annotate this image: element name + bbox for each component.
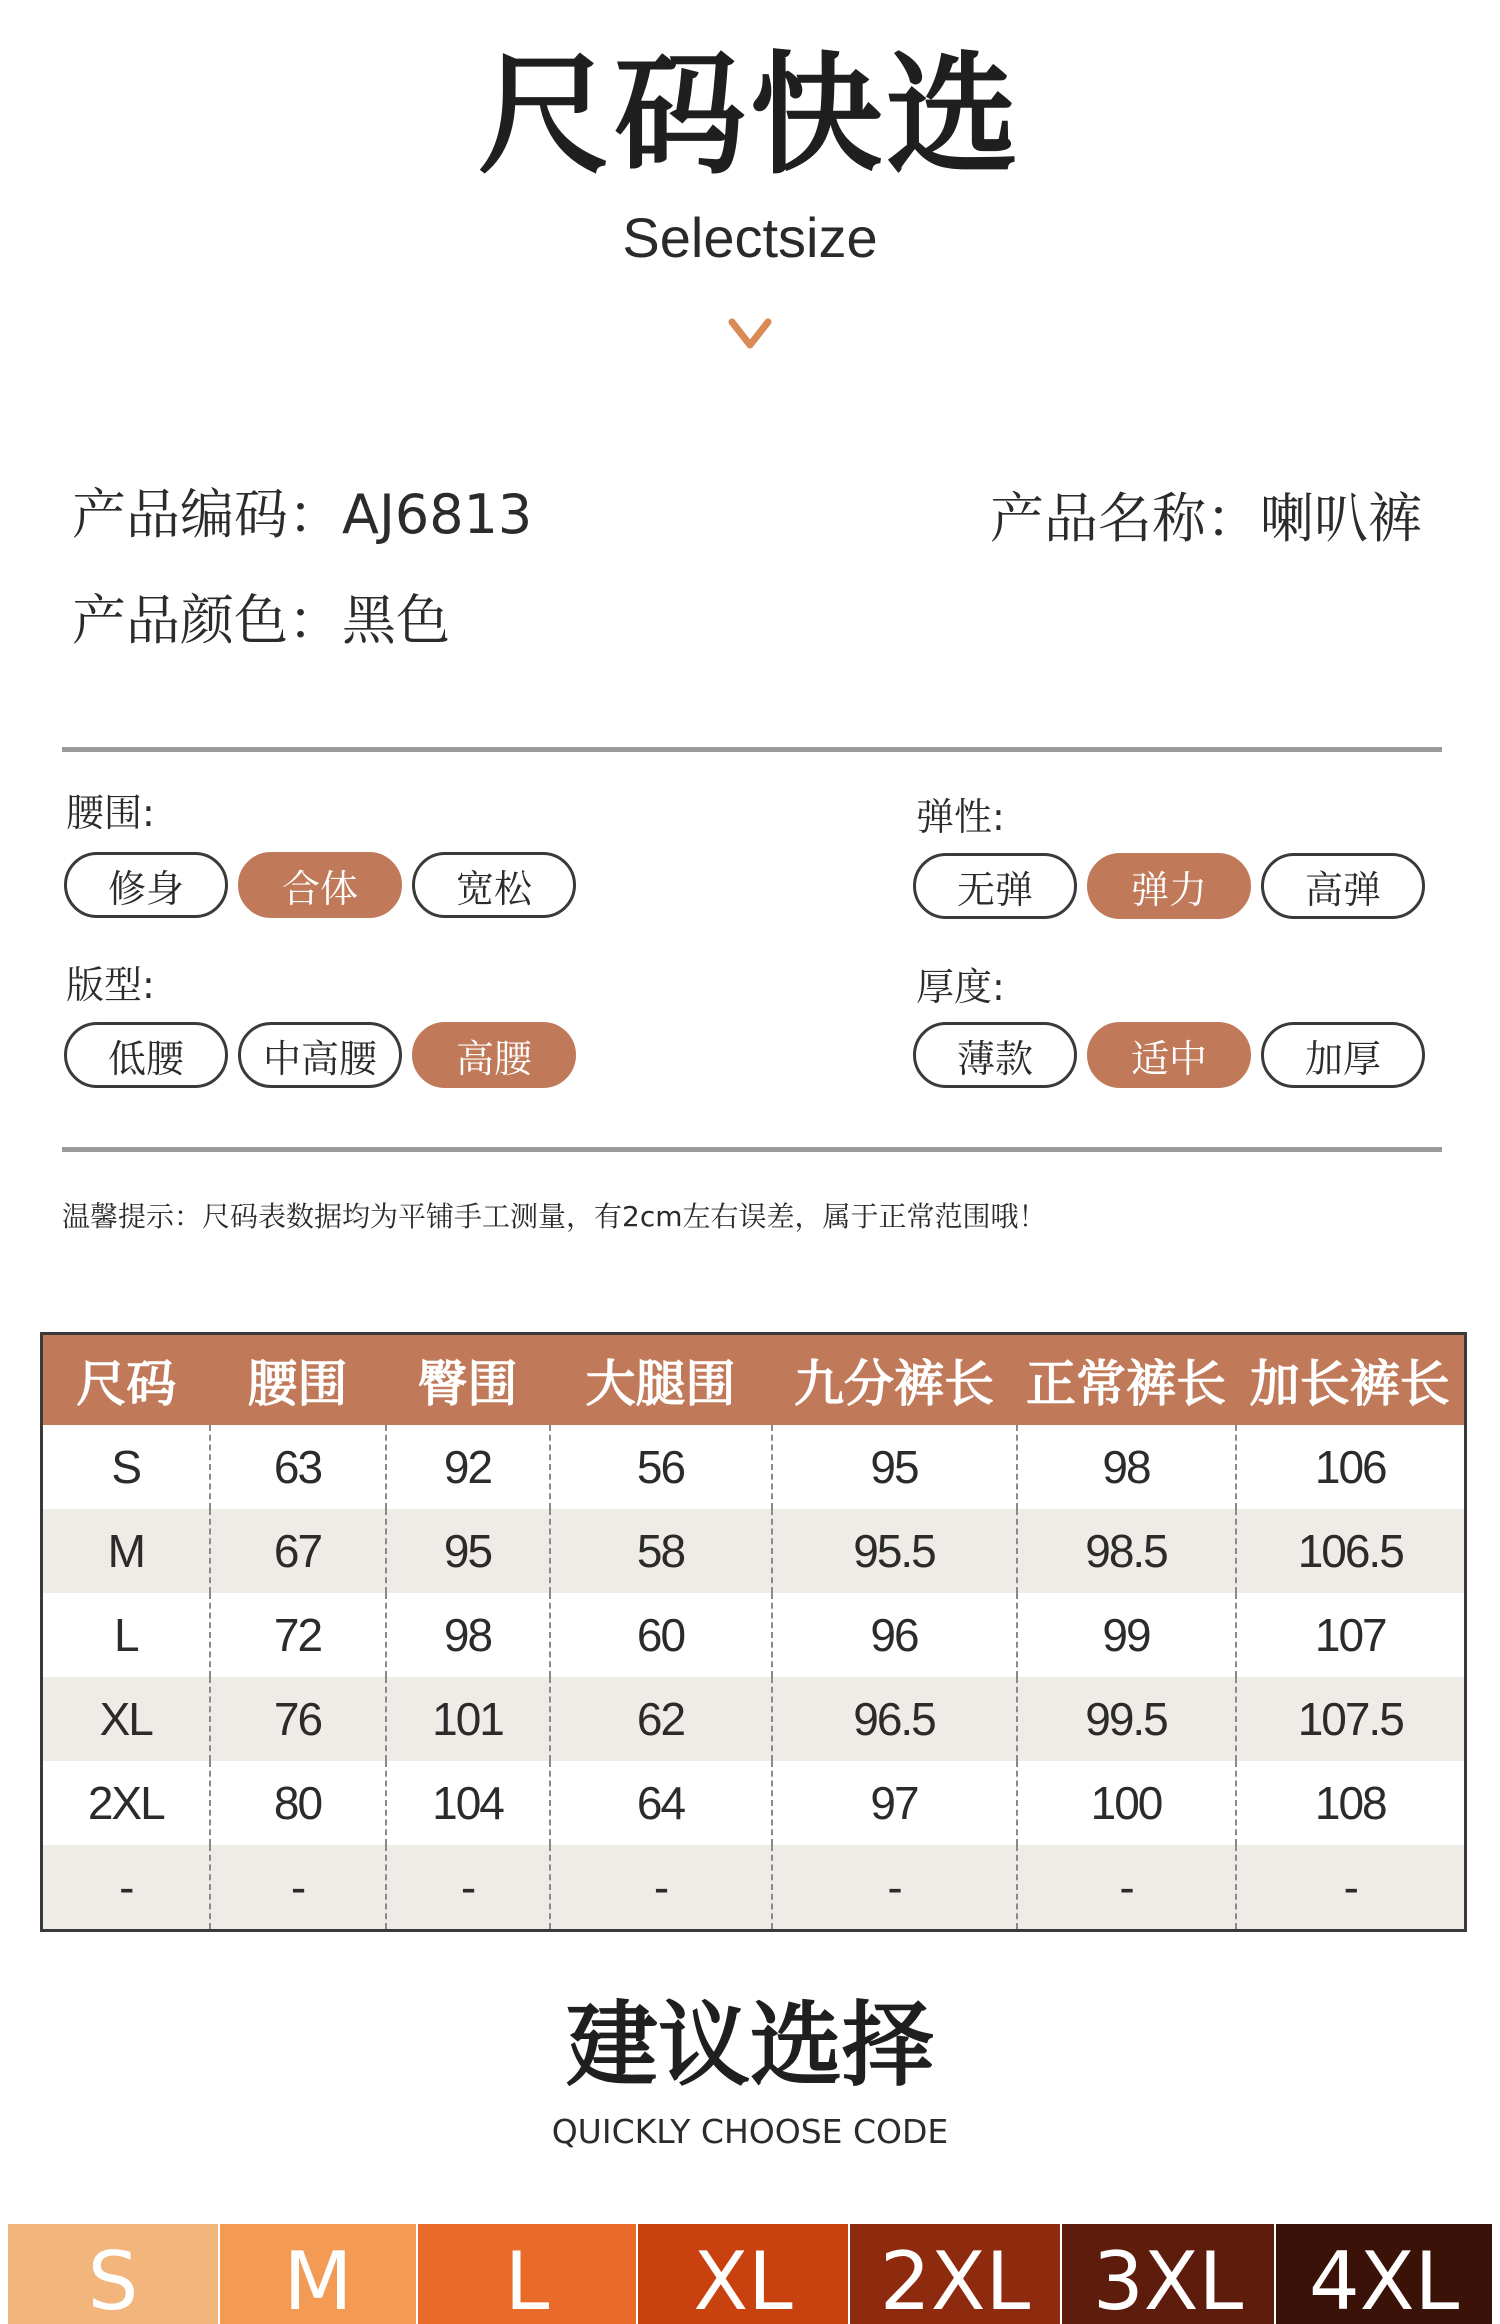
column-header: 尺码 [42, 1334, 210, 1426]
column-header: 大腿围 [550, 1334, 772, 1426]
table-cell: 56 [550, 1425, 772, 1509]
waist-option[interactable]: 合体 [238, 852, 402, 918]
table-cell: 100 [1017, 1761, 1236, 1845]
table-cell: 67 [210, 1509, 386, 1593]
size-chip[interactable]: 2XL [850, 2224, 1062, 2324]
table-cell: 98 [386, 1593, 550, 1677]
thickness-options [913, 1022, 1425, 1088]
table-cell: 62 [550, 1677, 772, 1761]
style-option[interactable]: 低腰 [64, 1022, 228, 1088]
table-cell: 96.5 [772, 1677, 1017, 1761]
size-chip[interactable]: 4XL [1276, 2224, 1492, 2324]
column-header: 加长裤长 [1236, 1334, 1466, 1426]
product-color: 产品颜色：黑色 [72, 589, 450, 652]
table-cell: L [113, 1609, 138, 1661]
size-chip[interactable]: XL [638, 2224, 850, 2324]
table-cell: - [772, 1845, 1017, 1931]
table-cell: 99 [1017, 1593, 1236, 1677]
column-header: 正常裤长 [1017, 1334, 1236, 1426]
table-row [42, 1845, 1466, 1931]
table-cell: 95.5 [772, 1509, 1017, 1593]
thickness-label: 厚度: [916, 965, 1005, 1009]
thickness-option[interactable]: 适中 [1087, 1022, 1251, 1088]
style-options [64, 1022, 576, 1088]
table-cell: 95 [386, 1509, 550, 1593]
product-code: 产品编码：AJ6813 [72, 483, 533, 546]
size-table [40, 1332, 1467, 1932]
column-header: 腰围 [210, 1334, 386, 1426]
table-row [42, 1509, 1466, 1593]
table-cell: 108 [1236, 1761, 1466, 1845]
table-cell: M [42, 1509, 210, 1593]
table-row [42, 1593, 1466, 1677]
table-cell: 106.5 [1236, 1509, 1466, 1593]
size-chip[interactable]: M [220, 2224, 418, 2324]
table-cell: 72 [210, 1593, 386, 1677]
divider [62, 1147, 1442, 1152]
table-cell: S [111, 1441, 141, 1493]
table-cell: 2XL [87, 1777, 164, 1829]
suggestion-title: 建议选择 [565, 1992, 934, 2099]
waist-label: 腰围: [66, 791, 155, 835]
table-cell: 58 [550, 1509, 772, 1593]
elasticity-label: 弹性: [916, 795, 1005, 839]
table-cell: 76 [210, 1677, 386, 1761]
measurement-tip: 温馨提示：尺码表数据均为平铺手工测量，有2cm左右误差，属于正常范围哦！ [62, 1200, 1047, 1233]
table-cell: - [386, 1845, 550, 1931]
product-name: 产品名称：喇叭裤 [990, 487, 1422, 550]
divider [62, 747, 1442, 752]
thickness-option[interactable]: 薄款 [913, 1022, 1077, 1088]
table-cell: XL [42, 1677, 210, 1761]
size-chip[interactable]: S [8, 2224, 220, 2324]
table-cell: 97 [772, 1761, 1017, 1845]
elasticity-option[interactable]: 无弹 [913, 853, 1077, 919]
column-header: 臀围 [386, 1334, 550, 1426]
elasticity-options [913, 853, 1425, 919]
table-cell: 64 [550, 1761, 772, 1845]
page-title: 尺码快选 [478, 39, 1022, 193]
table-row [42, 1677, 1466, 1761]
table-cell: 96 [772, 1593, 1017, 1677]
table-cell: 107 [1236, 1593, 1466, 1677]
elasticity-option[interactable]: 高弹 [1261, 853, 1425, 919]
table-cell: 60 [550, 1593, 772, 1677]
suggestion-subtitle: QUICKLY CHOOSE CODE [551, 2112, 949, 2151]
table-cell: 98 [1017, 1425, 1236, 1509]
chevron-down-icon [728, 318, 772, 354]
size-chip[interactable]: L [418, 2224, 638, 2324]
table-cell: 63 [210, 1425, 386, 1509]
size-suggestion-bar [8, 2222, 1492, 2324]
waist-option[interactable]: 修身 [64, 852, 228, 918]
table-cell: - [550, 1845, 772, 1931]
table-cell: - [42, 1845, 210, 1931]
thickness-option[interactable]: 加厚 [1261, 1022, 1425, 1088]
style-option[interactable]: 高腰 [412, 1022, 576, 1088]
table-cell: 80 [210, 1761, 386, 1845]
table-cell: 95 [772, 1425, 1017, 1509]
style-option[interactable]: 中高腰 [238, 1022, 402, 1088]
style-label: 版型: [66, 963, 155, 1007]
table-row [42, 1761, 1466, 1845]
table-cell: 104 [386, 1761, 550, 1845]
waist-option[interactable]: 宽松 [412, 852, 576, 918]
waist-options [64, 852, 576, 918]
table-cell: 107.5 [1236, 1677, 1466, 1761]
table-cell: 99.5 [1017, 1677, 1236, 1761]
table-cell: 98.5 [1017, 1509, 1236, 1593]
column-header: 九分裤长 [772, 1334, 1017, 1426]
table-row [42, 1425, 1466, 1509]
table-cell: 92 [386, 1425, 550, 1509]
elasticity-option[interactable]: 弹力 [1087, 853, 1251, 919]
table-cell: - [210, 1845, 386, 1931]
table-cell: - [1236, 1845, 1466, 1931]
size-chip[interactable]: 3XL [1062, 2224, 1276, 2324]
table-header-row [42, 1334, 1466, 1426]
table-cell: - [1017, 1845, 1236, 1931]
table-cell: 106 [1236, 1425, 1466, 1509]
table-cell: 101 [386, 1677, 550, 1761]
page-subtitle: Selectsize [622, 206, 878, 269]
